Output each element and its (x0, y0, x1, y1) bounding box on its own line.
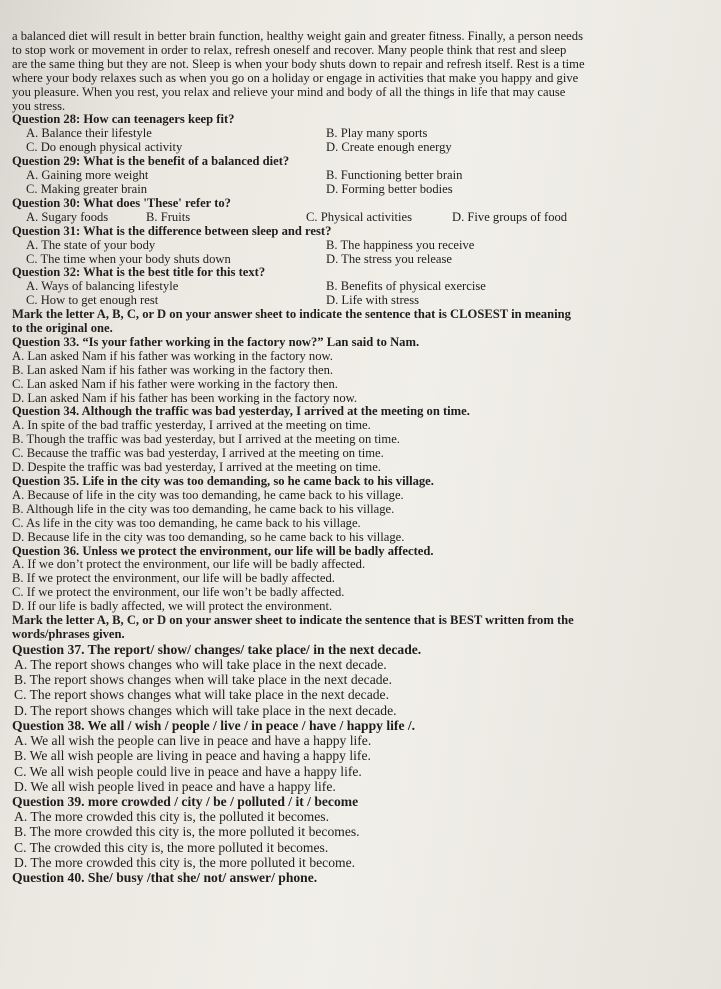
option-d: D. The more crowded this city is, the more polluted it become. (14, 854, 356, 870)
option-a: A. Sugary foods (26, 209, 109, 224)
question-stem: Question 29: What is the benefit of a balanced diet? (12, 154, 290, 169)
question-35 (12, 475, 712, 545)
reading-passage-end (12, 30, 712, 113)
option-a: A. We all wish the people can live in peace and have a happy life. (14, 733, 372, 749)
passage-line: where your body relaxes such as when you go on a holiday or engage in activities that make you happy and give (12, 70, 579, 85)
option-b: B. Fruits (146, 209, 191, 224)
option-a: A. The report shows changes who will take place in the next decade. (14, 657, 387, 673)
instruction-closest-meaning (12, 308, 712, 336)
question-34 (12, 405, 712, 475)
option-a: A. The more crowded this city is, the polluted it becomes. (14, 809, 329, 825)
option-a: A. Because of life in the city was too demanding, he came back to his village. (12, 487, 404, 502)
option-d: D. Life with stress (326, 293, 420, 308)
question-stem: Question 34. Although the traffic was bad yesterday, I arrived at the meeting on time. (12, 404, 470, 419)
option-a: A. The state of your body (26, 237, 156, 252)
question-stem: Question 32: What is the best title for this text? (12, 265, 266, 280)
question-stem: Question 31: What is the difference between sleep and rest? (12, 223, 332, 238)
option-b: B. We all wish people are living in peace and having a happy life. (14, 748, 371, 764)
option-c: C. The crowded this city is, the more polluted it becomes. (14, 839, 329, 855)
option-c: C. Making greater brain (26, 181, 147, 196)
option-d: D. Create enough energy (326, 140, 452, 155)
option-c: C. We all wish people could live in peace and have a happy life. (14, 763, 362, 779)
option-d: D. Forming better bodies (326, 181, 453, 196)
question-28 (12, 113, 712, 155)
option-c: C. Physical activities (306, 209, 412, 224)
question-stem: Question 37. The report/ show/ changes/ take place/ in the next decade. (12, 641, 422, 657)
option-c: C. As life in the city was too demanding, he came back to his village. (12, 515, 361, 530)
question-stem: Question 30: What does 'These' refer to? (12, 195, 231, 210)
option-d: D. The report shows changes which will take place in the next decade. (14, 702, 397, 718)
passage-line: you stress. (12, 98, 66, 113)
instruction-line: to the original one. (12, 321, 113, 336)
option-b: B. Functioning better brain (326, 168, 463, 183)
option-c: C. The report shows changes what will take place in the next decade. (14, 687, 389, 703)
option-d: D. Five groups of food (452, 209, 568, 224)
question-33 (12, 336, 712, 406)
passage-line: a balanced diet will result in better brain function, healthy weight gain and greater fitness. Finally, a person needs (12, 29, 583, 43)
option-d: D. Despite the traffic was bad yesterday, I arrived at the meeting on time. (12, 460, 381, 475)
option-c: C. If we protect the environment, our life won’t be badly affected. (12, 585, 345, 600)
option-b: B. Play many sports (326, 126, 428, 141)
question-30 (12, 197, 712, 225)
option-d: D. If our life is badly affected, we will protect the environment. (12, 599, 333, 614)
option-b: B. The more crowded this city is, the more polluted it becomes. (14, 824, 360, 840)
option-b: B. Though the traffic was bad yesterday, but I arrived at the meeting on time. (12, 432, 400, 447)
question-38 (12, 718, 712, 794)
option-c: C. Do enough physical activity (26, 140, 183, 155)
instruction-line: Mark the letter A, B, C, or D on your answer sheet to indicate the sentence that is BEST written from the (12, 613, 574, 628)
option-b: B. If we protect the environment, our life will be badly affected. (12, 571, 335, 586)
question-36 (12, 545, 712, 615)
option-a: A. Lan asked Nam if his father was working in the factory now. (12, 348, 333, 363)
question-40 (12, 870, 712, 885)
option-a: A. In spite of the bad traffic yesterday, I arrived at the meeting on time. (12, 418, 371, 433)
question-39 (12, 794, 712, 870)
option-c: C. Because the traffic was bad yesterday, I arrived at the meeting on time. (12, 446, 384, 461)
question-32 (12, 266, 712, 308)
option-d: D. Because life in the city was too demanding, so he came back to his village. (12, 529, 405, 544)
worksheet-text (12, 30, 712, 885)
option-a: A. Gaining more weight (26, 168, 149, 183)
question-stem: Question 36. Unless we protect the environment, our life will be badly affected. (12, 543, 434, 558)
question-stem: Question 35. Life in the city was too demanding, so he came back to his village. (12, 474, 434, 488)
question-stem: Question 40. She/ busy /that she/ not/ answer/ phone. (12, 869, 318, 885)
question-stem: Question 33. “Is your father working in the factory now?” Lan said to Nam. (12, 334, 420, 349)
question-37 (12, 642, 712, 718)
option-a: A. Balance their lifestyle (26, 126, 152, 141)
question-29 (12, 155, 712, 197)
option-b: B. Although life in the city was too demanding, he came back to his village. (12, 501, 395, 516)
option-d: D. We all wish people lived in peace and have a happy life. (14, 778, 336, 794)
question-stem: Question 28: How can teenagers keep fit? (12, 112, 235, 127)
instruction-line: Mark the letter A, B, C, or D on your answer sheet to indicate the sentence that is CLOSEST in meaning (12, 307, 571, 322)
instruction-line: words/phrases given. (12, 626, 125, 641)
passage-line: you pleasure. When you rest, you relax and relieve your mind and body of all the things in life that may cause (12, 84, 566, 99)
passage-line: to stop work or movement in order to relax, refresh oneself and recover. Many people think that rest and sleep (12, 42, 567, 57)
option-d: D. The stress you release (326, 251, 453, 266)
option-c: C. The time when your body shuts down (26, 251, 231, 266)
question-stem: Question 38. We all / wish / people / live / in peace / have / happy life /. (12, 717, 416, 733)
option-b: B. Lan asked Nam if his father was working in the factory then. (12, 362, 334, 377)
option-d: D. Lan asked Nam if his father has been working in the factory now. (12, 390, 358, 405)
option-b: B. Benefits of physical exercise (326, 279, 486, 294)
option-a: A. Ways of balancing lifestyle (26, 279, 179, 294)
instruction-best-written (12, 614, 712, 642)
option-b: B. The report shows changes when will take place in the next decade. (14, 672, 392, 688)
question-31 (12, 225, 712, 267)
option-c: C. Lan asked Nam if his father were working in the factory then. (12, 376, 338, 391)
option-c: C. How to get enough rest (26, 293, 159, 308)
option-b: B. The happiness you receive (326, 237, 475, 252)
option-a: A. If we don’t protect the environment, our life will be badly affected. (12, 557, 366, 572)
question-stem: Question 39. more crowded / city / be / polluted / it / become (12, 793, 359, 809)
passage-line: are the same thing but they are not. Sleep is when your body shuts down to repair and refresh itself. Rest is a time (12, 56, 585, 71)
